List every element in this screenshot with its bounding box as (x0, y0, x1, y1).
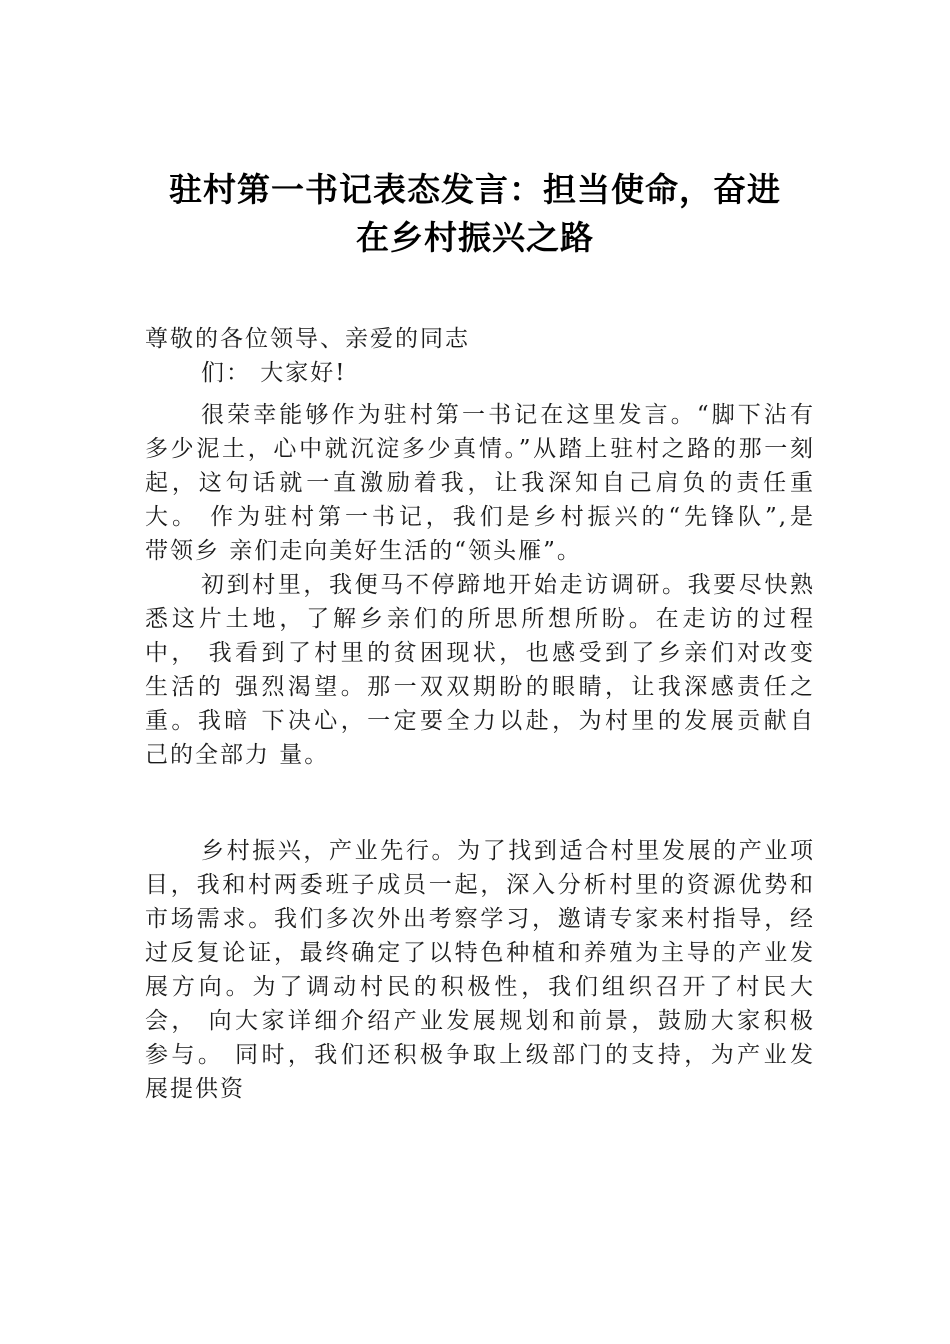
paragraph-line: 带领乡 亲们走向美好生活的“领头雁”。 (145, 538, 582, 564)
paragraph-line: 多少泥土，心中就沉淀多少真情。”从踏上驻村之路的那一刻 (145, 436, 815, 462)
paragraph-line: 目，我和村两委班子成员一起，深入分析村里的资源优势和 (145, 872, 815, 898)
document-title-line-1: 驻村第一书记表态发言：担当使命，奋进 (169, 170, 781, 209)
salutation (145, 322, 815, 390)
salutation-line: 们： 大家好! (201, 360, 347, 386)
document-title-line-2: 在乡村振兴之路 (356, 218, 594, 257)
paragraph-line: 乡村振兴，产业先行。为了找到适合村里发展的产业项 (201, 838, 815, 864)
paragraph-line: 悉这片土地，了解乡亲们的所思所想所盼。在走访的过程 (145, 606, 815, 632)
salutation-line: 尊敬的各位领导、亲爱的同志 (145, 326, 470, 352)
paragraph-line: 初到村里，我便马不停蹄地开始走访调研。我要尽快熟 (201, 572, 815, 598)
paragraph-line: 市场需求。我们多次外出考察学习，邀请专家来村指导，经 (145, 906, 815, 932)
paragraph-3 (145, 834, 815, 1106)
paragraph-line: 重。我暗 下决心，一定要全力以赴，为村里的发展贡献自 (145, 708, 815, 734)
paragraph-line: 己的全部力 量。 (145, 742, 330, 768)
paragraph-line: 起，这句话就一直激励着我，让我深知自己肩负的责任重 (145, 470, 815, 496)
paragraph-line: 生活的 强烈渴望。那一双双期盼的眼睛，让我深感责任之 (145, 674, 815, 700)
paragraph-line: 参与。 同时，我们还积极争取上级部门的支持，为产业发 (145, 1042, 815, 1068)
paragraph-line: 很荣幸能够作为驻村第一书记在这里发言。“脚下沾有 (201, 402, 815, 428)
paragraph-line: 展提供资 (145, 1076, 245, 1102)
paragraph-line: 展方向。为了调动村民的积极性，我们组织召开了村民大 (145, 974, 815, 1000)
paragraph-line: 中， 我看到了村里的贫困现状，也感受到了乡亲们对改变 (145, 640, 815, 666)
paragraph-line: 会， 向大家详细介绍产业发展规划和前景，鼓励大家积极 (145, 1008, 815, 1034)
paragraph-line: 大。 作为驻村第一书记，我们是乡村振兴的“先锋队”,是 (145, 504, 815, 530)
paragraph-line: 过反复论证，最终确定了以特色种植和养殖为主导的产业发 (145, 940, 815, 966)
paragraph-1 (145, 398, 815, 568)
paragraph-2 (145, 568, 815, 772)
